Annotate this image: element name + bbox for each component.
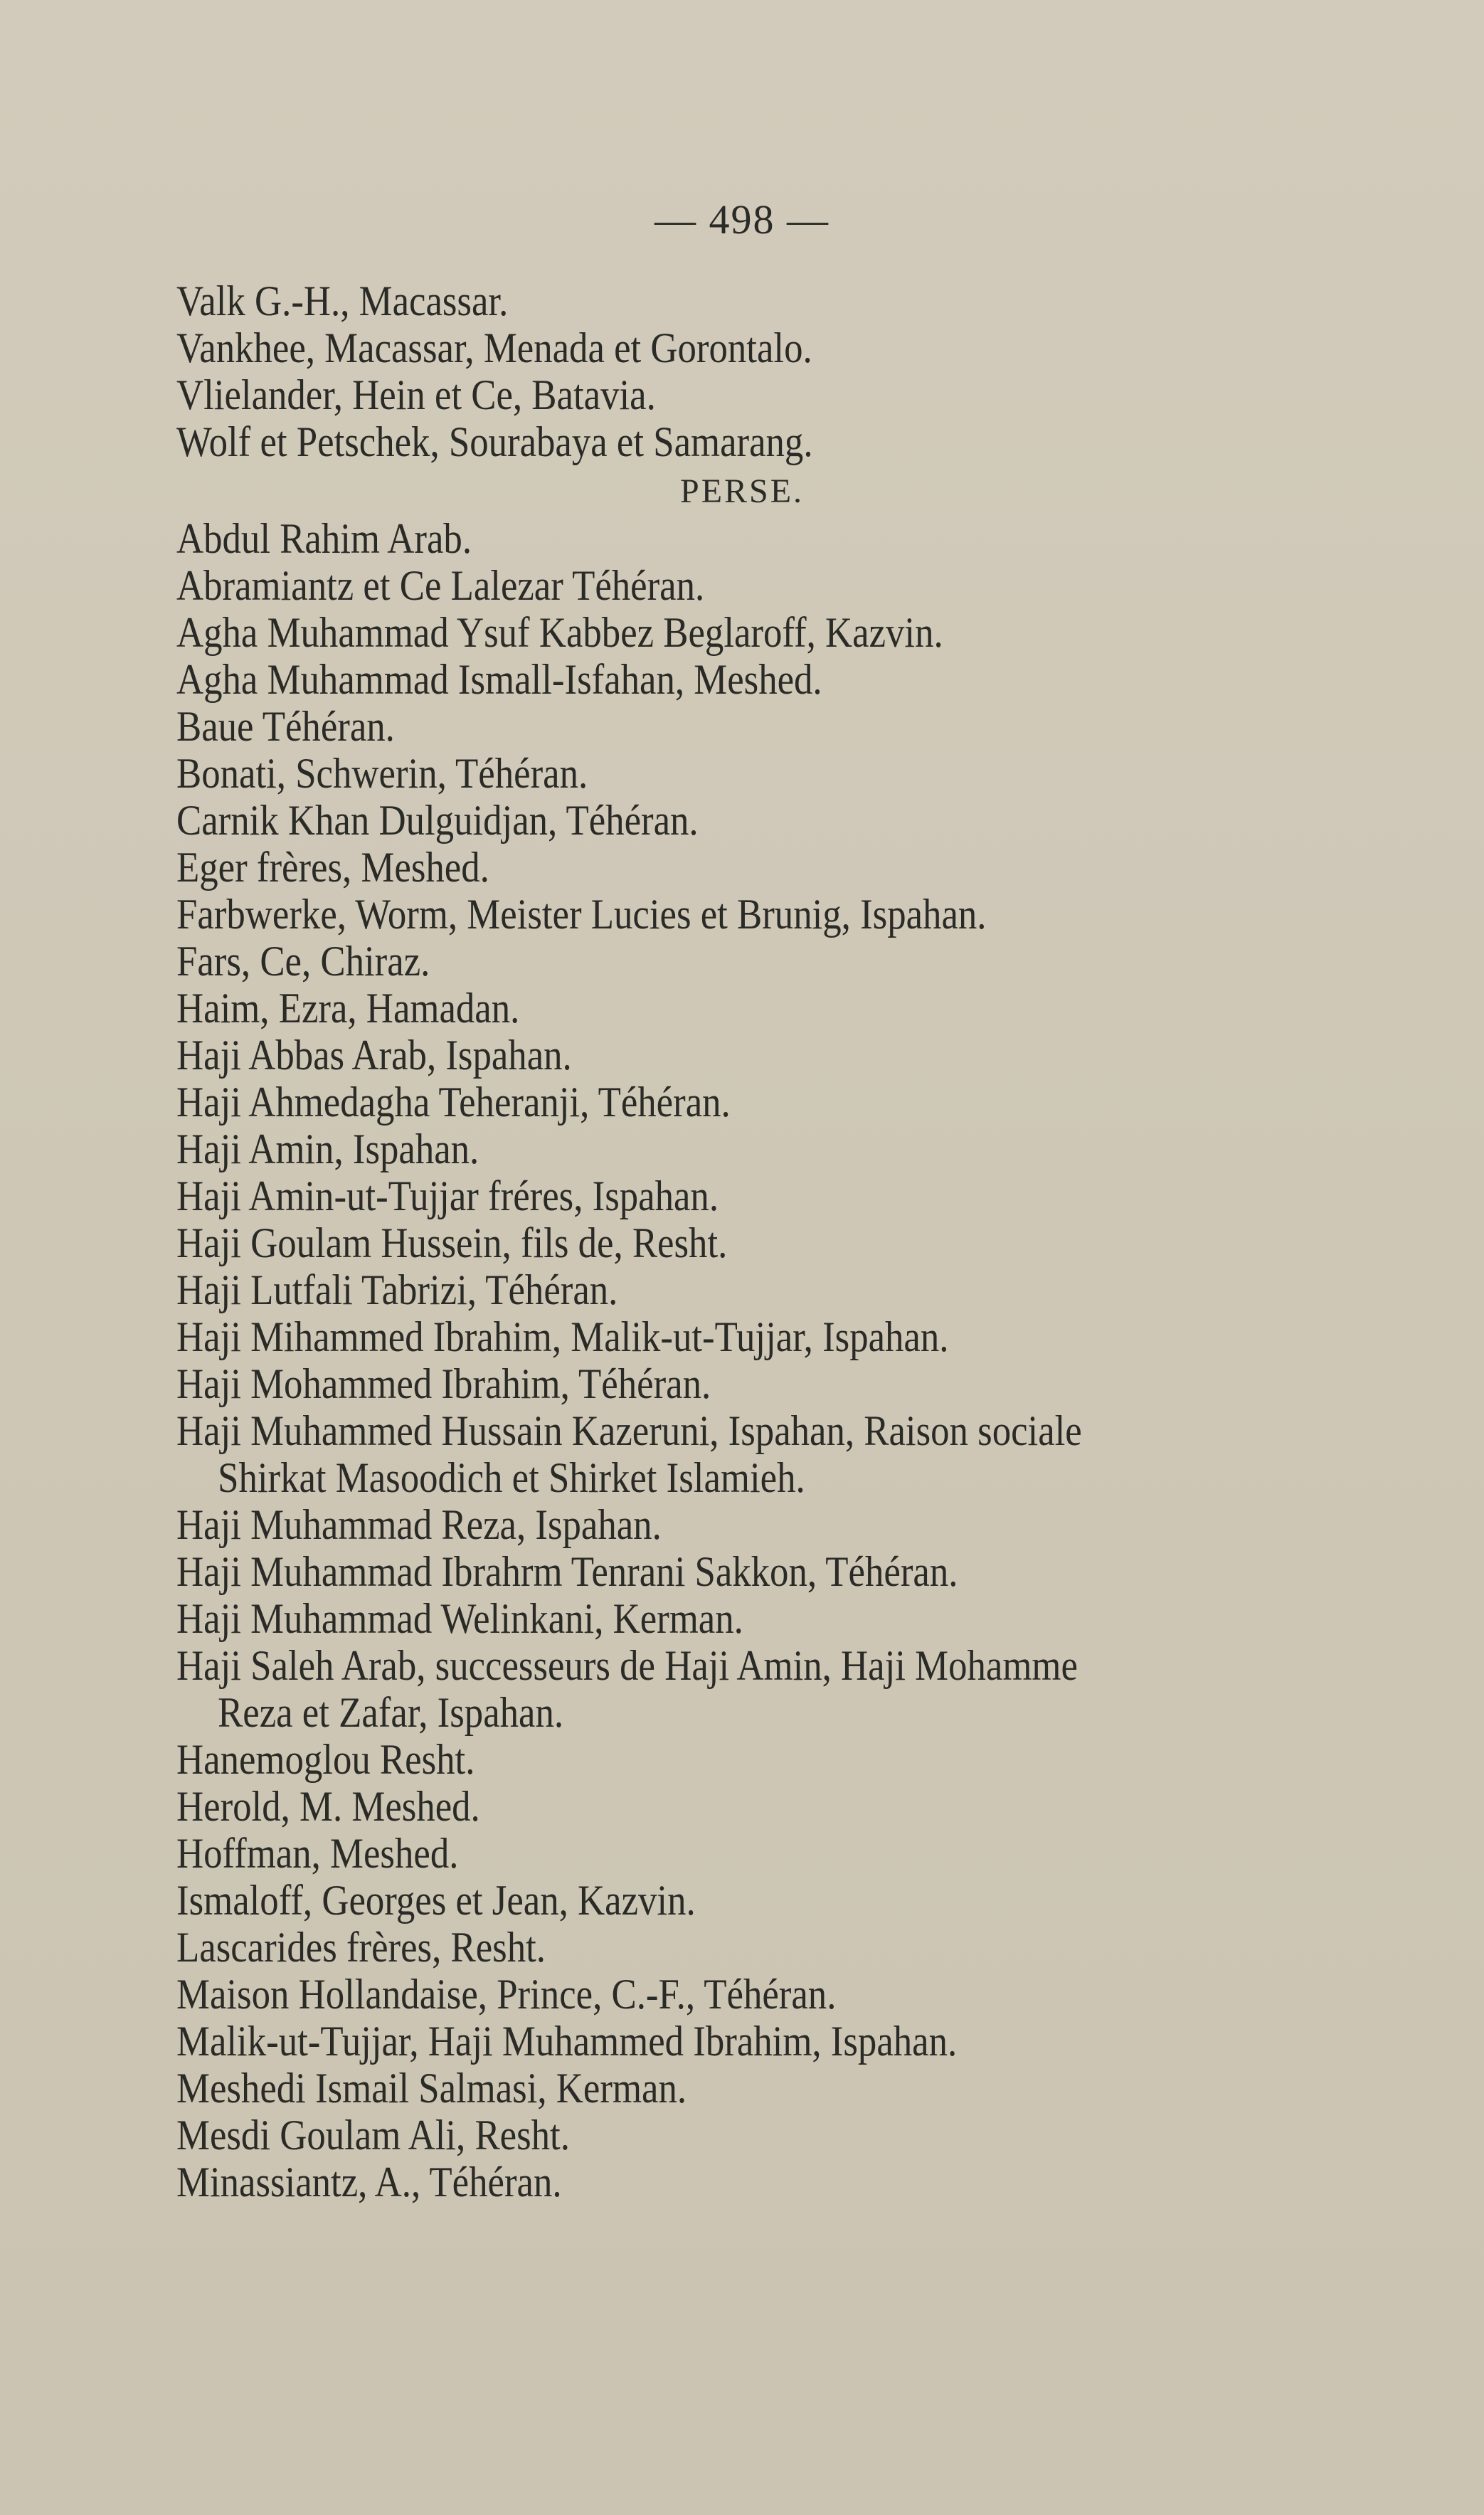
- list-item: Meshedi Ismail Salmasi, Kerman.: [176, 2065, 687, 2112]
- list-item: Hanemoglou Resht.: [176, 1736, 475, 1783]
- list-item: Haim, Ezra, Hamadan.: [176, 985, 520, 1032]
- list-item: Valk G.-H., Macassar.: [176, 277, 509, 324]
- list-item: Haji Saleh Arab, successeurs de Haji Amin, Haji Mohamme: [176, 1642, 1078, 1689]
- list-item: Lascarides frères, Resht.: [176, 1924, 546, 1971]
- list-item: Carnik Khan Dulguidjan, Téhéran.: [176, 797, 699, 844]
- list-item: Farbwerke, Worm, Meister Lucies et Brunig, Ispahan.: [176, 891, 987, 938]
- list-item: Abramiantz et Ce Lalezar Téhéran.: [176, 562, 705, 609]
- list-item: Haji Mihammed Ibrahim, Malik-ut-Tujjar, Ispahan.: [176, 1313, 949, 1360]
- list-item: Ismaloff, Georges et Jean, Kazvin.: [176, 1877, 696, 1924]
- page-number: — 498 —: [654, 196, 830, 243]
- list-item: Minassiantz, A., Téhéran.: [176, 2159, 562, 2206]
- list-item: Haji Muhammed Hussain Kazeruni, Ispahan, Raison sociale: [176, 1407, 1082, 1454]
- section-heading: PERSE.: [680, 472, 805, 510]
- list-item: Herold, M. Meshed.: [176, 1783, 480, 1830]
- list-item: Eger frères, Meshed.: [176, 844, 489, 891]
- list-item: Vankhee, Macassar, Menada et Gorontalo.: [176, 324, 812, 371]
- list-item: Vlielander, Hein et Ce, Batavia.: [176, 371, 656, 418]
- list-item: Haji Abbas Arab, Ispahan.: [176, 1032, 572, 1079]
- list-item: Haji Muhammad Reza, Ispahan.: [176, 1501, 662, 1548]
- list-item: Baue Téhéran.: [176, 703, 395, 750]
- list-item: Mesdi Goulam Ali, Resht.: [176, 2112, 570, 2159]
- list-item: Haji Amin, Ispahan.: [176, 1126, 479, 1172]
- list-item: Abdul Rahim Arab.: [176, 515, 472, 562]
- list-item-continuation: Shirkat Masoodich et Shirket Islamieh.: [218, 1454, 805, 1501]
- list-item: Wolf et Petschek, Sourabaya et Samarang.: [176, 418, 813, 465]
- list-item: Haji Goulam Hussein, fils de, Resht.: [176, 1219, 728, 1266]
- list-item: Bonati, Schwerin, Téhéran.: [176, 750, 588, 797]
- list-item: Agha Muhammad Ismall-Isfahan, Meshed.: [176, 656, 822, 703]
- list-item: Malik-ut-Tujjar, Haji Muhammed Ibrahim, Ispahan.: [176, 2018, 958, 2065]
- list-item: Fars, Ce, Chiraz.: [176, 938, 430, 985]
- list-item: Haji Amin-ut-Tujjar fréres, Ispahan.: [176, 1172, 719, 1219]
- list-item: Haji Muhammad Ibrahrm Tenrani Sakkon, Téhéran.: [176, 1548, 958, 1595]
- list-item-continuation: Reza et Zafar, Ispahan.: [218, 1689, 564, 1736]
- list-item: Haji Muhammad Welinkani, Kerman.: [176, 1595, 743, 1642]
- list-item: Haji Mohammed Ibrahim, Téhéran.: [176, 1360, 711, 1407]
- list-item: Haji Ahmedagha Teheranji, Téhéran.: [176, 1079, 731, 1126]
- list-item: Agha Muhammad Ysuf Kabbez Beglaroff, Kazvin.: [176, 609, 943, 656]
- list-item: Haji Lutfali Tabrizi, Téhéran.: [176, 1266, 618, 1313]
- list-item: Hoffman, Meshed.: [176, 1830, 459, 1877]
- list-item: Maison Hollandaise, Prince, C.-F., Téhéran.: [176, 1971, 837, 2018]
- directory-entries: [176, 277, 1357, 2206]
